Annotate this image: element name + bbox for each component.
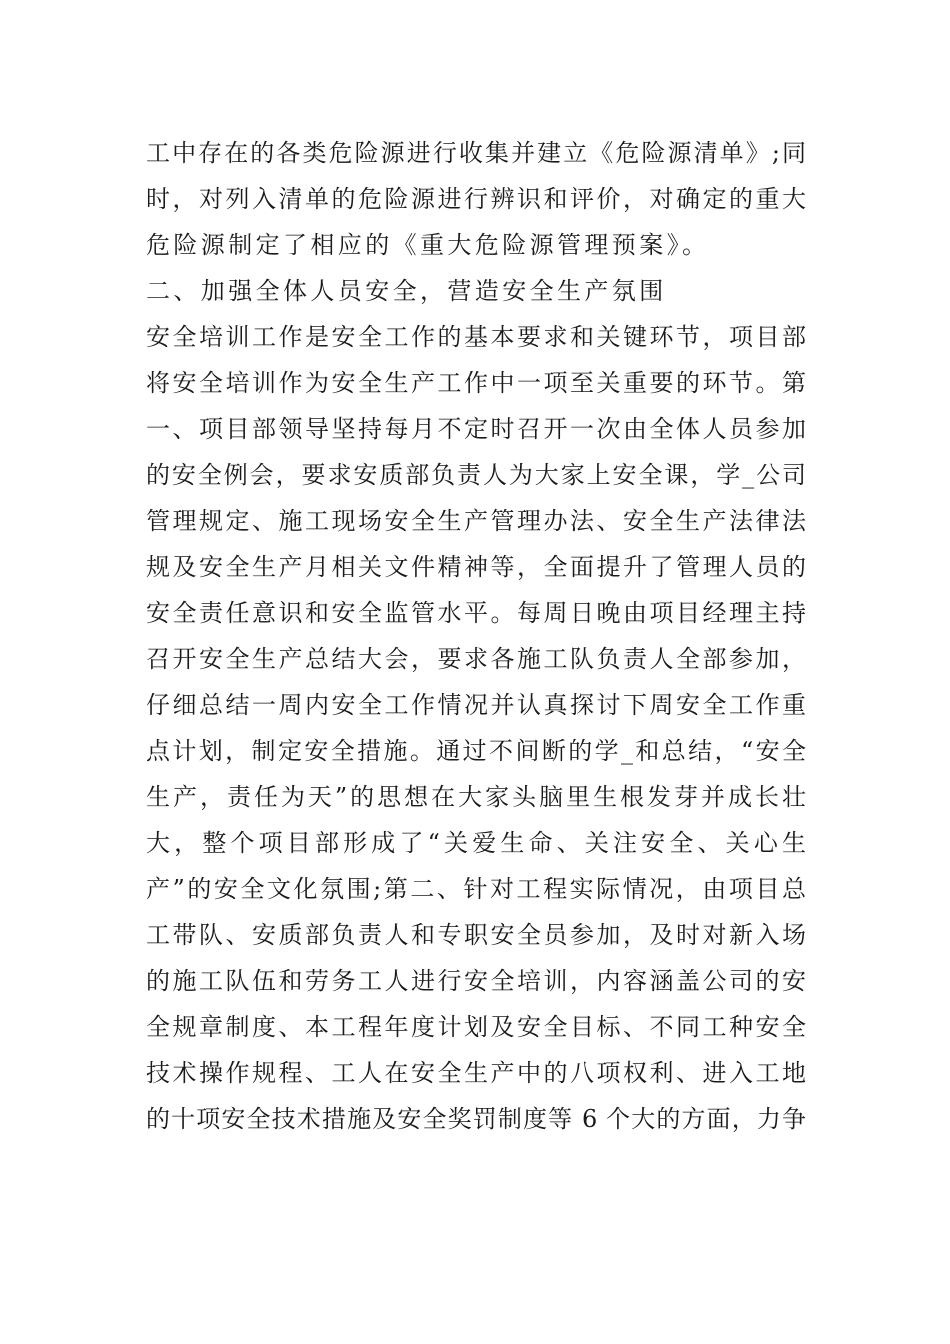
text-line: 工带队、安质部负责人和专职安全员参加，及时对新入场 [146, 921, 806, 949]
text-line: 的安全例会，要求安质部负责人为大家上安全课，学_公司 [146, 461, 806, 489]
text-line: 生产，责任为天”的思想在大家头脑里生根发芽并成长壮 [146, 783, 806, 811]
text-line: 召开安全生产总结大会，要求各施工队负责人全部参加， [146, 645, 806, 673]
text-line: 规及安全生产月相关文件精神等，全面提升了管理人员的 [146, 553, 806, 581]
text-line: 一、项目部领导坚持每月不定时召开一次由全体人员参加 [146, 415, 806, 443]
text-line: 将安全培训作为安全生产工作中一项至关重要的环节。第 [146, 369, 806, 397]
text-line: 的施工队伍和劳务工人进行安全培训，内容涵盖公司的安 [146, 967, 806, 995]
text-line: 点计划，制定安全措施。通过不间断的学_和总结，“安全 [146, 737, 806, 765]
text-line: 危险源制定了相应的《重大危险源管理预案》。 [146, 231, 710, 259]
section-heading: 二、加强全体人员安全，营造安全生产氛围 [146, 277, 667, 305]
text-line: 时，对列入清单的危险源进行辨识和评价，对确定的重大 [146, 185, 806, 213]
text-line: 全规章制度、本工程年度计划及安全目标、不同工种安全 [146, 1013, 806, 1041]
text-line: 大，整个项目部形成了“关爱生命、关注安全、关心生 [146, 829, 806, 857]
body-text [146, 130, 806, 1142]
text-line: 技术操作规程、工人在安全生产中的八项权利、进入工地 [146, 1059, 806, 1087]
text-line: 安全培训工作是安全工作的基本要求和关键环节，项目部 [146, 323, 806, 351]
text-line: 的十项安全技术措施及安全奖罚制度等 6 个大的方面，力争 [146, 1105, 806, 1133]
text-line: 安全责任意识和安全监管水平。每周日晚由项目经理主持 [146, 599, 806, 627]
text-line: 管理规定、施工现场安全生产管理办法、安全生产法律法 [146, 507, 806, 535]
text-line: 产”的安全文化氛围;第二、针对工程实际情况，由项目总 [146, 875, 806, 903]
text-line: 工中存在的各类危险源进行收集并建立《危险源清单》;同 [146, 139, 806, 167]
text-line: 仔细总结一周内安全工作情况并认真探讨下周安全工作重 [146, 691, 806, 719]
